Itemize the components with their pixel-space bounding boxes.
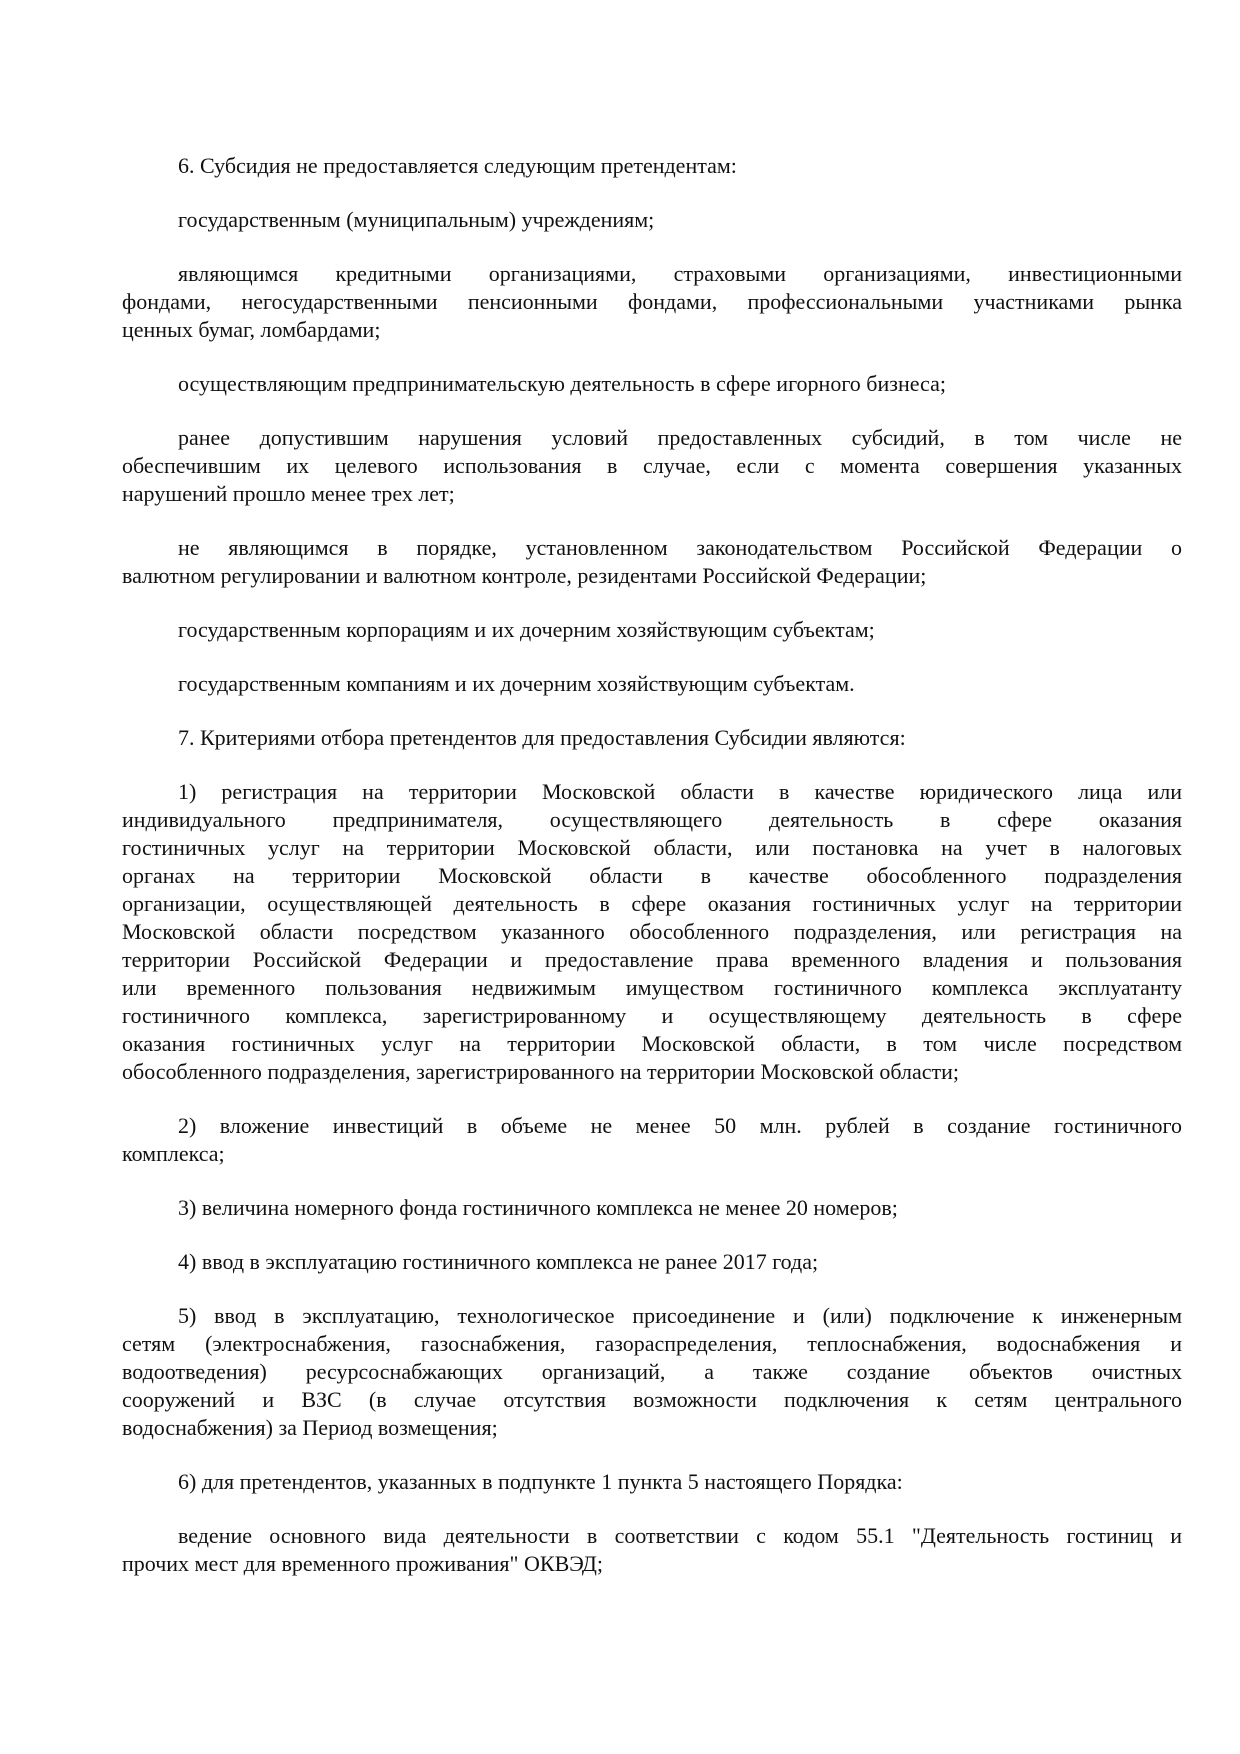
text-line: территории Российской Федерации и предоставление права временного владения и пользования (122, 947, 1182, 972)
text-line: нарушений прошло менее трех лет; (122, 481, 455, 506)
text-line: фондами, негосударственными пенсионными фондами, профессиональными участниками рынка (122, 289, 1182, 314)
text-line: ценных бумаг, ломбардами; (122, 317, 381, 342)
text-line: индивидуального предпринимателя, осуществляющего деятельность в сфере оказания (122, 807, 1182, 832)
document-page (122, 152, 1182, 1604)
paragraph (122, 616, 1182, 644)
text-line: 2) вложение инвестиций в объеме не менее 50 млн. рублей в создание гостиничного (178, 1113, 1182, 1138)
text-line: 5) ввод в эксплуатацию, технологическое присоединение и (или) подключение к инженерным (178, 1303, 1182, 1328)
text-line: государственным (муниципальным) учреждениям; (178, 207, 655, 232)
text-line: не являющимся в порядке, установленном законодательством Российской Федерации о (178, 535, 1182, 560)
text-line: являющимся кредитными организациями, страховыми организациями, инвестиционными (178, 261, 1182, 286)
text-line: валютном регулировании и валютном контроле, резидентами Российской Федерации; (122, 563, 927, 588)
paragraph (122, 1302, 1182, 1442)
paragraph (122, 206, 1182, 234)
text-line: оказания гостиничных услуг на территории Московской области, в том числе посредством (122, 1031, 1182, 1056)
paragraph (122, 1522, 1182, 1578)
text-line: водоотведения) ресурсоснабжающих организаций, а также создание объектов очистных (122, 1359, 1182, 1384)
paragraph (122, 370, 1182, 398)
text-line: ранее допустившим нарушения условий предоставленных субсидий, в том числе не (178, 425, 1182, 450)
text-line: сетям (электроснабжения, газоснабжения, газораспределения, теплоснабжения, водоснабжения и (122, 1331, 1182, 1356)
text-line: комплекса; (122, 1141, 225, 1166)
text-line: водоснабжения) за Период возмещения; (122, 1415, 498, 1440)
text-line: государственным корпорациям и их дочерним хозяйствующим субъектам; (178, 617, 875, 642)
text-line: или временного пользования недвижимым имуществом гостиничного комплекса эксплуатанту (122, 975, 1182, 1000)
text-line: организации, осуществляющей деятельность в сфере оказания гостиничных услуг на территории (122, 891, 1182, 916)
text-line: гостиничного комплекса, зарегистрированному и осуществляющему деятельность в сфере (122, 1003, 1182, 1028)
text-line: прочих мест для временного проживания" ОКВЭД; (122, 1551, 604, 1576)
text-line: обособленного подразделения, зарегистрированного на территории Московской области; (122, 1059, 959, 1084)
paragraph (122, 724, 1182, 752)
text-line: 7. Критериями отбора претендентов для предоставления Субсидии являются: (178, 725, 906, 750)
paragraph (122, 534, 1182, 590)
paragraph (122, 1468, 1182, 1496)
paragraph (122, 1248, 1182, 1276)
text-line: ведение основного вида деятельности в соответствии с кодом 55.1 "Деятельность гостиниц и (178, 1523, 1182, 1548)
text-line: государственным компаниям и их дочерним хозяйствующим субъектам. (178, 671, 855, 696)
text-line: 4) ввод в эксплуатацию гостиничного комплекса не ранее 2017 года; (178, 1249, 819, 1274)
paragraph (122, 778, 1182, 1086)
text-line: 3) величина номерного фонда гостиничного комплекса не менее 20 номеров; (178, 1195, 898, 1220)
paragraph (122, 152, 1182, 180)
text-line: 6) для претендентов, указанных в подпункте 1 пункта 5 настоящего Порядка: (178, 1469, 903, 1494)
text-line: осуществляющим предпринимательскую деятельность в сфере игорного бизнеса; (178, 371, 946, 396)
text-line: сооружений и ВЗС (в случае отсутствия возможности подключения к сетям центрального (122, 1387, 1182, 1412)
text-line: гостиничных услуг на территории Московской области, или постановка на учет в налоговых (122, 835, 1182, 860)
paragraph (122, 260, 1182, 344)
paragraph (122, 424, 1182, 508)
paragraph (122, 1194, 1182, 1222)
text-line: Московской области посредством указанного обособленного подразделения, или регистрация на (122, 919, 1182, 944)
text-line: органах на территории Московской области в качестве обособленного подразделения (122, 863, 1182, 888)
paragraph (122, 670, 1182, 698)
paragraph (122, 1112, 1182, 1168)
text-line: 1) регистрация на территории Московской области в качестве юридического лица или (178, 779, 1182, 804)
text-line: обеспечившим их целевого использования в случае, если с момента совершения указанных (122, 453, 1182, 478)
text-line: 6. Субсидия не предоставляется следующим претендентам: (178, 153, 737, 178)
